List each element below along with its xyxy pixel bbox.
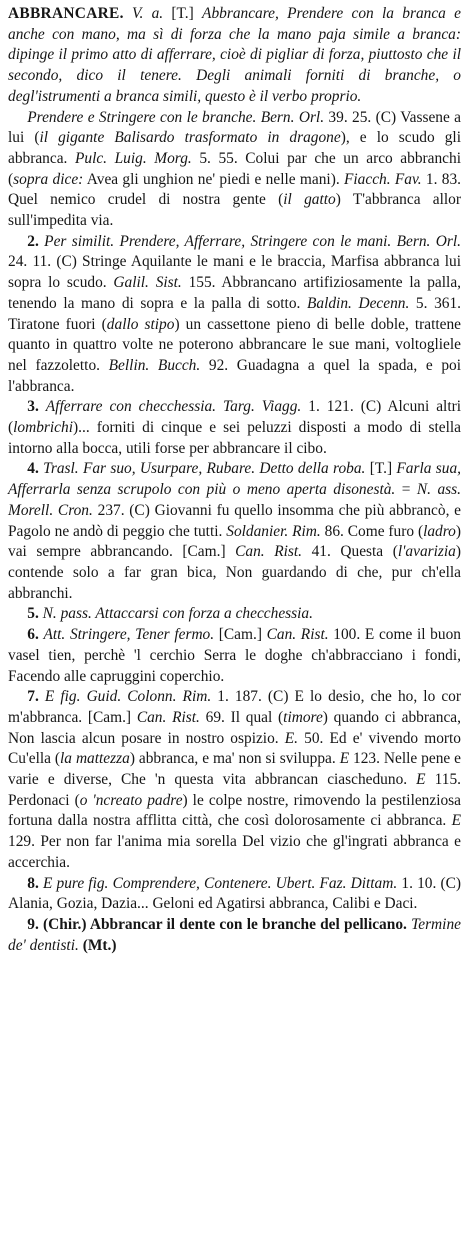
italic-run: o 'ncreato padre bbox=[79, 791, 183, 809]
italic-run: ladro bbox=[423, 522, 456, 540]
text-run: 5. 361. Tiratone fuori ( bbox=[8, 294, 461, 333]
italic-run: N. pass. Attaccarsi con forza a checchessia. bbox=[42, 605, 313, 623]
italic-run: Can. Rist. bbox=[136, 708, 200, 726]
text-run: ) vai sempre abbrancando. [Cam.] bbox=[8, 522, 461, 561]
entry-definition: Abbrancare, Prendere con la branca e anche con mano, ma sì di forza che la mano paja simile a branca: dipinge il primo atto di afferrare, cioè di pigliar di forza, piuttosto che il secondo, dico il tenere. Degli animali forniti di branche, o degl'istrumenti a branca simili, questo è il verbo proprio. bbox=[8, 5, 461, 105]
text-run: ), e lo scudo gli abbranca. bbox=[8, 129, 461, 167]
italic-run: Soldanier. Rim. bbox=[226, 522, 321, 540]
italic-run: E pure fig. Comprendere, Contenere. Ubert. Faz. Dittam. bbox=[42, 874, 398, 892]
text-run: )... forniti di cinque e sei peluzzi disposti a modo di stella intorno alla bocca, utili forse per abbrancare il cibo. bbox=[8, 419, 461, 457]
italic-run: la mattezza bbox=[60, 750, 130, 768]
text-run: 50. Ed e' vivendo morto Cu'ella ( bbox=[8, 729, 461, 768]
text-run: 41. Questa ( bbox=[302, 543, 398, 561]
text-run: ) T'abbranca allor sull'impedita via. bbox=[8, 191, 461, 230]
text-run: [T.] bbox=[365, 460, 397, 478]
text-run: ) un cassettone pieno di belle doble, trattene quanto in quattro volte ne poterono abbrancare le sue mani, voltogliele nel fazzoletto. bbox=[8, 315, 462, 374]
italic-run: Can. Rist. bbox=[235, 543, 303, 561]
text-run: 24. 11. (C) Stringe Aquilante le mani e le braccia, Marfisa abbranca lui sopra lo scudo. bbox=[8, 253, 461, 292]
italic-run: dallo stipo bbox=[106, 315, 175, 333]
italic-run: E bbox=[339, 750, 350, 768]
italic-run: l'avarizia bbox=[397, 543, 456, 561]
sense-paragraph bbox=[8, 232, 461, 398]
italic-run: Per similit. Prendere, Afferrare, Stringere con le mani. Bern. Orl. bbox=[44, 232, 461, 250]
text-run: 155. Abbrancano artifiziosamente la palla, tenendo la mano di sopra e la palla di sotto. bbox=[8, 274, 461, 312]
bold-run: 4. bbox=[27, 460, 44, 478]
text-run: 5. 55. Colui par che un arco abbranchi ( bbox=[8, 149, 461, 188]
italic-run: Bellin. Bucch. bbox=[108, 356, 201, 374]
italic-run: Prendere e Stringere con le branche. Bern. Orl. bbox=[27, 108, 325, 126]
italic-run: N. ass. Morell. Cron. bbox=[8, 481, 461, 519]
italic-run: E fig. Guid. Colonn. Rim. bbox=[44, 688, 212, 706]
text-run: 1. 121. (C) Alcuni altri ( bbox=[8, 398, 461, 437]
text-run: Avea gli unghion ne' piedi e nelle mani). bbox=[83, 170, 344, 188]
entry-header bbox=[8, 4, 461, 108]
bold-run: 9. (Chir.) Abbrancar il dente con le branche del pellicano. bbox=[27, 915, 407, 933]
italic-run: Pulc. Luig. Morg. bbox=[74, 149, 192, 167]
bold-run: (Mt.) bbox=[82, 936, 117, 954]
text-run: = bbox=[395, 481, 417, 499]
italic-run: Can. Rist. bbox=[266, 626, 329, 644]
grammar-tag: V. a. bbox=[132, 5, 164, 22]
italic-run: Fiacch. Fav. bbox=[344, 170, 422, 188]
sense-paragraph bbox=[8, 604, 461, 625]
bold-run: 2. bbox=[27, 232, 45, 250]
text-run: 1. 10. (C) Alania, Gozia, Dazia... Geloni ed Agatirsi abbranca, Calibi e Daci. bbox=[8, 874, 461, 913]
text-run: 115. Perdonaci ( bbox=[8, 771, 461, 809]
italic-run: Galil. Sist. bbox=[113, 274, 182, 292]
text-run: 92. Guadagna a quel la spada, e poi l'abbranca. bbox=[8, 356, 462, 395]
text-run: 237. (C) Giovanni fu quello insomma che più abbrancò, e Pagolo ne andò di peggio che tutti. bbox=[8, 501, 462, 540]
sense-paragraph bbox=[8, 625, 461, 687]
text-run: 123. Nelle pene e varie e diverse, Che 'n questa vita abbrancan ciascheduno. bbox=[8, 750, 462, 789]
bold-run: 3. bbox=[27, 398, 46, 416]
sense-paragraph bbox=[8, 397, 461, 459]
italic-run: il gatto bbox=[283, 191, 336, 209]
italic-run: Farla sua, Afferrarla senza scrupolo con più o meno aperta disonestà. bbox=[8, 460, 462, 499]
sense-paragraph bbox=[8, 108, 461, 232]
text-run: 1. 83. Quel nemico crudel di nostra gente ( bbox=[8, 170, 461, 209]
italic-run: Att. Stringere, Tener fermo. bbox=[43, 626, 215, 644]
italic-run: Baldin. Decenn. bbox=[306, 294, 410, 312]
bold-run: 5. bbox=[27, 605, 43, 623]
italic-run: sopra dice: bbox=[13, 170, 84, 188]
sense-paragraph bbox=[8, 915, 461, 956]
text-run: 86. Come furo ( bbox=[320, 522, 424, 540]
italic-run: Termine de' dentisti. bbox=[8, 915, 461, 954]
text-run: 100. E come il buon vasel tien, perchè 'l cerchio Serra le doghe ch'abbracciano i fondi, Facendo alle capruggini coperchio. bbox=[8, 626, 461, 685]
italic-run: E. bbox=[284, 729, 299, 747]
italic-run: lombrichi bbox=[13, 419, 73, 437]
italic-run: Afferrare con checchessia. Targ. Viagg. bbox=[45, 398, 302, 416]
text-run: ) quando ci abbranca, Non lascia alcun posare in nostro ospizio. bbox=[8, 708, 461, 747]
sense-paragraph bbox=[8, 687, 461, 873]
source-tag: [T.] bbox=[171, 5, 194, 22]
bold-run: 8. bbox=[27, 874, 43, 892]
sense-paragraph bbox=[8, 874, 461, 915]
text-run: [Cam.] bbox=[214, 626, 267, 644]
italic-run: Trasl. Far suo, Usurpare, Rubare. Detto della roba. bbox=[43, 460, 366, 478]
text-run: ) abbranca, e ma' non si sviluppa. bbox=[129, 750, 340, 768]
text-run: 1. 187. (C) E lo desio, che ho, lo cor m'abbranca. [Cam.] bbox=[8, 688, 461, 726]
entry-body bbox=[8, 108, 461, 957]
text-run: 69. Il qual ( bbox=[199, 708, 284, 726]
text-run: ) le colpe nostre, rimovendo la pestilenziosa fortuna dalla nostra afflitta città, che così dolorosamente ci abbranca. bbox=[8, 791, 462, 830]
headword: ABBRANCARE. bbox=[8, 5, 124, 22]
bold-run: 6. bbox=[27, 626, 44, 644]
italic-run: E bbox=[451, 812, 461, 830]
italic-run: E bbox=[416, 771, 426, 789]
bold-run: 7. bbox=[27, 688, 45, 706]
text-run: 39. 25. (C) Vassene a lui ( bbox=[8, 108, 461, 147]
sense-paragraph bbox=[8, 459, 461, 604]
italic-run: il gigante Balisardo trasformato in dragone bbox=[39, 129, 341, 147]
italic-run: timore bbox=[283, 708, 323, 726]
text-run: ) contende solo a far gran bica, Non guardando di che, pur ch'ella abbranchi. bbox=[8, 543, 461, 602]
text-run: 129. Per non far l'anima mia sorella Del vizio che gl'ingrati abbranca e accerchia. bbox=[8, 833, 461, 871]
